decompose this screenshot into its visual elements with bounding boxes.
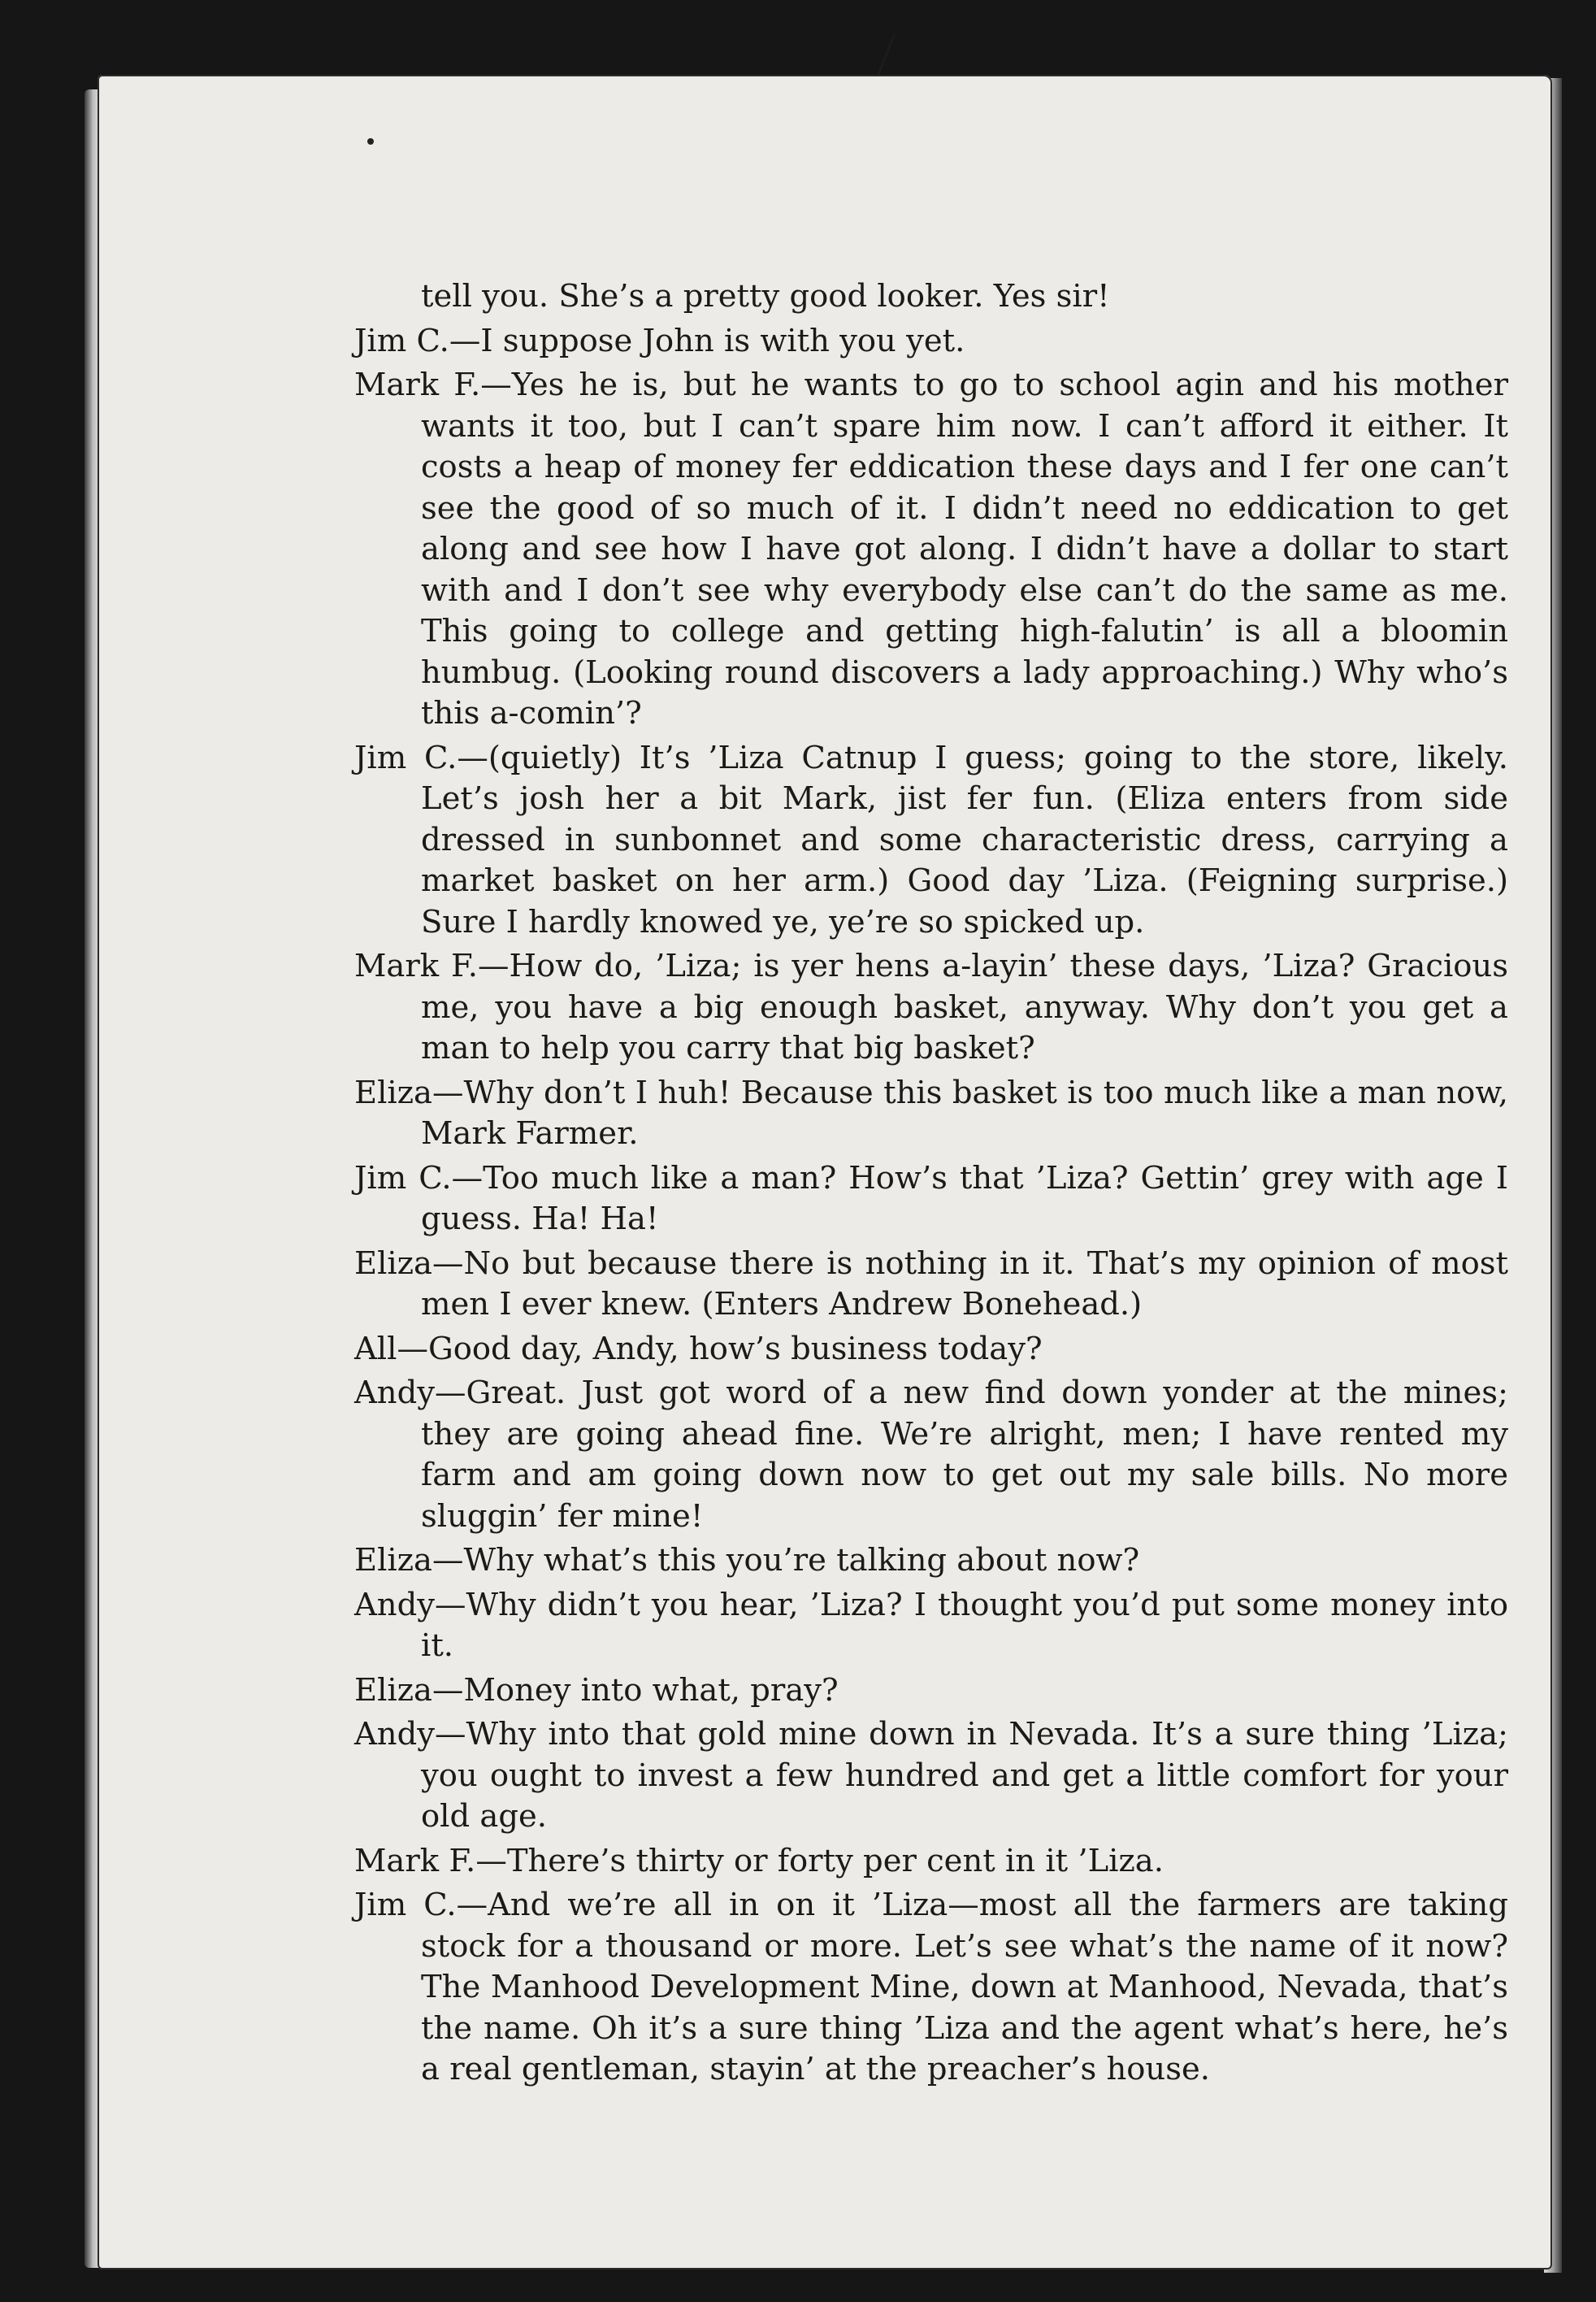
play-dialogue — [354, 276, 1508, 2094]
speaker-name: Andy — [354, 1375, 435, 1411]
dialogue-line — [354, 276, 1508, 318]
line-text: —Good day, Andy, how’s business today? — [397, 1330, 1043, 1367]
line-text: —Yes he is, but he wants to go to school agin and his mother wants it too, but I can’t spare him now. I can’t afford it either. It costs a heap of money fer eddication these days and I fer one can’t see the good of so much of it. I didn’t need no eddication to get along and see how I have got along. I didn’t have a dollar to start with and I don’t see why everybody else can’t do the same as me. This going to college and getting high-falutin’ is all a bloomin humbug. (Looking round discovers a lady approaching.) Why who’s this a-comin’? — [421, 367, 1508, 732]
line-text: —There’s thirty or forty per cent in it ’Liza. — [475, 1842, 1164, 1879]
dialogue-line — [354, 1073, 1508, 1155]
dialogue-line — [354, 1841, 1508, 1883]
speaker-name: Eliza — [354, 1542, 432, 1579]
speaker-name: Mark F. — [354, 948, 478, 984]
dialogue-line — [354, 1540, 1508, 1582]
speaker-name: Eliza — [354, 1074, 432, 1111]
dialogue-line — [354, 1373, 1508, 1537]
line-text: —Too much like a man? How’s that ’Liza? Gettin’ grey with age I guess. Ha! Ha! — [421, 1159, 1508, 1237]
speaker-name: Eliza — [354, 1671, 432, 1709]
speaker-name: Mark F. — [354, 1842, 476, 1879]
speaker-name: Andy — [354, 1586, 435, 1623]
line-text: —And we’re all in on it ’Liza—most all the farmers are taking stock for a thousand or more. Let’s see what’s the name of it now? The Manhood Development Mine, down at Manhood, Nevada, that’s the name. Oh it’s a sure thing ’Liza and the agent what’s here, he’s a real gentleman, stayin’ at the preacher’s house. — [421, 1887, 1508, 2087]
line-text: —(quietly) It’s ’Liza Catnup I guess; going to the store, likely. Let’s josh her a bit Mark, jist fer fun. (Eliza enters from side dressed in sunbonnet and some characteristic dress, carrying a market basket on her arm.) Good day ’Liza. (Feigning surprise.) Sure I hardly knowed ye, ye’re so spicked up. — [421, 739, 1508, 940]
line-text: tell you. She’s a pretty good looker. Yes sir! — [421, 278, 1110, 315]
speaker-name: All — [354, 1330, 397, 1367]
dialogue-line — [354, 365, 1508, 735]
line-text: —Why don’t I huh! Because this basket is too much like a man now, Mark Farmer. — [421, 1074, 1508, 1152]
dialogue-line — [354, 1244, 1508, 1326]
dialogue-line — [354, 1670, 1508, 1712]
dialogue-line — [354, 321, 1508, 363]
speaker-name: Mark F. — [354, 367, 481, 403]
line-text: —Great. Just got word of a new find down yonder at the mines; they are going ahead fine. We’re alright, men; I have rented my farm and am going down now to get out my sale bills. No more sluggin’ fer mine! — [421, 1375, 1508, 1535]
speaker-name: Jim C. — [354, 1159, 452, 1197]
speaker-name: Jim C. — [354, 322, 449, 359]
dialogue-line — [354, 1885, 1508, 2091]
line-text: —Why didn’t you hear, ’Liza? I thought you’d put some money into it. — [421, 1586, 1508, 1664]
speaker-name: Jim C. — [354, 1887, 457, 1923]
dialogue-line — [354, 1329, 1508, 1370]
line-text: —I suppose John is with you yet. — [449, 322, 965, 359]
dialogue-line — [354, 1158, 1508, 1240]
speaker-name: Andy — [354, 1716, 435, 1753]
line-text: —Why what’s this you’re talking about now? — [432, 1542, 1140, 1579]
line-text: —Why into that gold mine down in Nevada. It’s a sure thing ’Liza; you ought to invest a few hundred and get a little comfort for your old age. — [421, 1716, 1508, 1835]
line-text: —No but because there is nothing in it. That’s my opinion of most men I ever knew. (Enters Andrew Bonehead.) — [421, 1244, 1508, 1323]
dialogue-line — [354, 1714, 1508, 1838]
line-text: —Money into what, pray? — [432, 1671, 839, 1709]
line-text: —How do, ’Liza; is yer hens a-layin’ these days, ’Liza? Gracious me, you have a big enough basket, anyway. Why don’t you get a man to help you carry that big basket? — [421, 948, 1508, 1066]
ink-speck — [367, 138, 374, 145]
dialogue-line — [354, 1585, 1508, 1667]
dialogue-line — [354, 946, 1508, 1070]
speaker-name: Eliza — [354, 1244, 432, 1282]
dialogue-line — [354, 738, 1508, 944]
speaker-name: Jim C. — [354, 739, 458, 776]
